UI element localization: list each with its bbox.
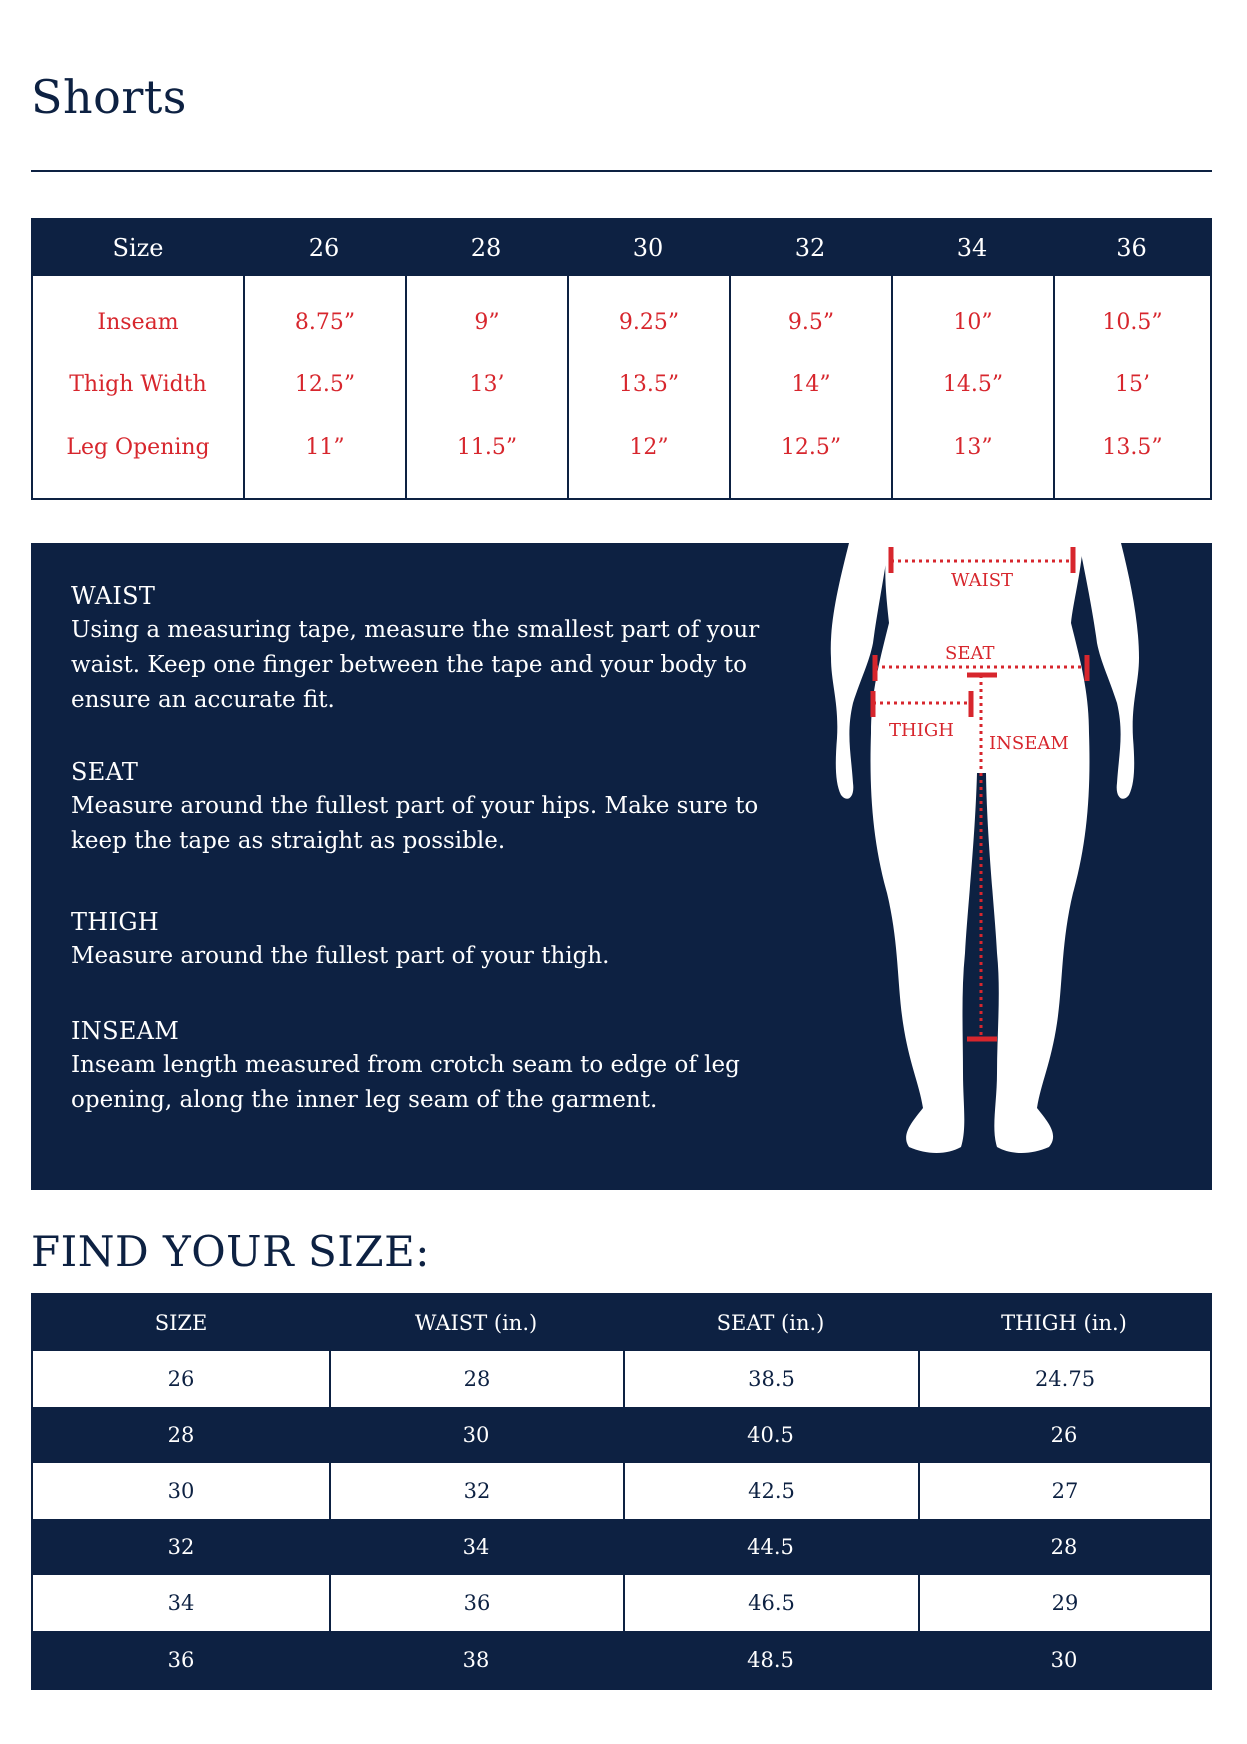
table-cell: 40.5 bbox=[747, 1423, 794, 1447]
table-cell: 38 bbox=[462, 1647, 490, 1672]
measurement-guide-panel bbox=[31, 543, 1212, 1190]
spec-table-header bbox=[33, 220, 1210, 276]
table-row bbox=[33, 1519, 1210, 1575]
table-cell: 32 bbox=[329, 1463, 623, 1519]
spec-row-label: Thigh Width bbox=[69, 372, 207, 397]
size-header-cell: WAIST (in.) bbox=[414, 1311, 538, 1335]
table-row bbox=[33, 1407, 1210, 1463]
page-title: Shorts bbox=[31, 70, 187, 124]
guide-inseam bbox=[71, 1014, 771, 1118]
spec-value: 13” bbox=[953, 435, 993, 460]
spec-label-column bbox=[33, 276, 243, 498]
guide-text: Using a measuring tape, measure the smallest part of your waist. Keep one finger between the tape and your body to ensure an accurate fit. bbox=[71, 617, 760, 713]
spec-value: 14” bbox=[791, 372, 831, 397]
spec-value: 10.5” bbox=[1102, 310, 1163, 335]
table-cell: 34 bbox=[462, 1535, 490, 1559]
guide-heading: INSEAM bbox=[71, 1017, 180, 1045]
spec-size-column bbox=[567, 276, 729, 498]
spec-value: 13’ bbox=[469, 372, 505, 397]
spec-header-label: Size bbox=[112, 234, 164, 262]
spec-size-column bbox=[891, 276, 1053, 498]
size-header-cell: SEAT (in.) bbox=[716, 1311, 825, 1335]
table-cell: 36 bbox=[329, 1575, 623, 1631]
guide-text: Measure around the fullest part of your thigh. bbox=[71, 943, 610, 969]
spec-value: 10” bbox=[953, 310, 993, 335]
spec-size-column bbox=[729, 276, 891, 498]
table-row bbox=[33, 1631, 1210, 1688]
spec-value: 13.5” bbox=[1102, 435, 1163, 460]
spec-header-size: 36 bbox=[1116, 234, 1147, 262]
table-cell: 32 bbox=[167, 1535, 195, 1559]
guide-heading: SEAT bbox=[71, 758, 139, 786]
figure-label-thigh: THIGH bbox=[889, 720, 954, 741]
guide-text: Inseam length measured from crotch seam to edge of leg opening, along the inner leg seam of the garment. bbox=[71, 1052, 740, 1113]
guide-heading: THIGH bbox=[71, 908, 160, 936]
table-cell: 28 bbox=[329, 1351, 623, 1407]
table-cell: 44.5 bbox=[747, 1535, 794, 1559]
table-cell: 46.5 bbox=[623, 1575, 918, 1631]
spec-size-column bbox=[243, 276, 405, 498]
table-row bbox=[33, 1575, 1210, 1631]
figure-label-seat: SEAT bbox=[945, 643, 995, 664]
table-cell: 34 bbox=[167, 1591, 195, 1615]
guide-waist bbox=[71, 579, 771, 718]
spec-header-size: 28 bbox=[470, 234, 502, 262]
spec-table bbox=[31, 218, 1212, 500]
spec-value: 15’ bbox=[1115, 372, 1150, 397]
spec-value: 11.5” bbox=[456, 435, 518, 460]
find-size-title: FIND YOUR SIZE: bbox=[31, 1227, 430, 1276]
table-cell: 28 bbox=[1050, 1535, 1078, 1559]
table-row bbox=[33, 1463, 1210, 1519]
table-cell: 38.5 bbox=[623, 1351, 918, 1407]
spec-value: 11” bbox=[305, 435, 345, 460]
body-measurement-figure bbox=[791, 543, 1181, 1190]
guide-seat bbox=[71, 755, 771, 859]
size-table bbox=[31, 1293, 1212, 1690]
guide-text: Measure around the fullest part of your hips. Make sure to keep the tape as straight as possible. bbox=[71, 793, 759, 854]
spec-header-size: 32 bbox=[794, 234, 826, 262]
spec-header-size: 34 bbox=[956, 234, 988, 262]
spec-size-column bbox=[405, 276, 567, 498]
spec-size-column bbox=[1053, 276, 1210, 498]
table-cell: 48.5 bbox=[747, 1647, 794, 1672]
spec-value: 8.75” bbox=[294, 310, 356, 335]
figure-label-inseam: INSEAM bbox=[989, 733, 1069, 754]
table-cell: 26 bbox=[1050, 1423, 1078, 1447]
body-silhouette bbox=[831, 543, 1139, 1153]
spec-row-label: Inseam bbox=[97, 310, 179, 335]
size-header-cell: SIZE bbox=[154, 1311, 208, 1335]
size-table-header bbox=[33, 1295, 1210, 1351]
guide-heading: WAIST bbox=[71, 582, 156, 610]
guide-thigh bbox=[71, 905, 771, 974]
table-cell: 27 bbox=[918, 1463, 1210, 1519]
spec-value: 12.5” bbox=[780, 435, 842, 460]
figure-label-waist: WAIST bbox=[951, 570, 1014, 591]
table-cell: 30 bbox=[462, 1423, 490, 1447]
spec-value: 9” bbox=[474, 310, 500, 335]
title-divider bbox=[31, 170, 1212, 172]
table-cell: 30 bbox=[167, 1479, 195, 1503]
spec-header-size: 26 bbox=[308, 234, 340, 262]
table-cell: 42.5 bbox=[623, 1463, 918, 1519]
spec-header-size: 30 bbox=[632, 234, 664, 262]
table-cell: 28 bbox=[167, 1423, 195, 1447]
spec-value: 14.5” bbox=[942, 372, 1004, 397]
spec-row-label: Leg Opening bbox=[66, 435, 210, 460]
spec-value: 9.25” bbox=[618, 310, 680, 335]
spec-value: 12.5” bbox=[294, 372, 356, 397]
table-cell: 30 bbox=[1050, 1647, 1078, 1672]
spec-value: 13.5” bbox=[618, 372, 680, 397]
table-row bbox=[33, 1351, 1210, 1407]
table-cell: 24.75 bbox=[918, 1351, 1210, 1407]
table-cell: 26 bbox=[167, 1367, 195, 1391]
size-header-cell: THIGH (in.) bbox=[1001, 1311, 1127, 1335]
spec-value: 12” bbox=[629, 435, 669, 460]
table-cell: 36 bbox=[167, 1647, 195, 1672]
table-cell: 29 bbox=[918, 1575, 1210, 1631]
spec-value: 9.5” bbox=[787, 310, 835, 335]
